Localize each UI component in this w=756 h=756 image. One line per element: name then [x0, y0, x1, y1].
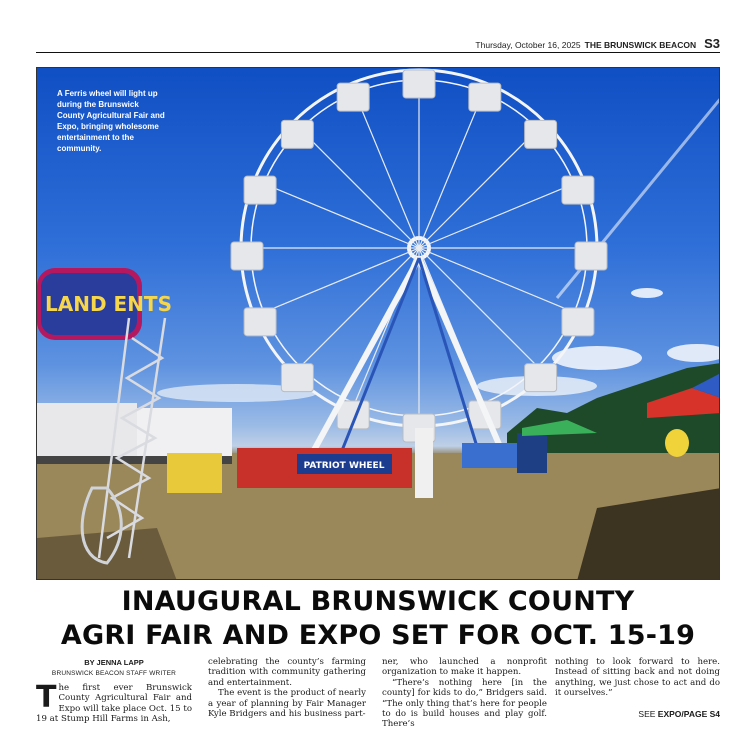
jump-prefix: SEE	[638, 708, 656, 719]
ferris-wheel-photo	[36, 67, 720, 580]
article-paragraph: celebrating the county’s farming tradition with community gathering and entertainment.	[208, 657, 366, 688]
arch-sign: LAND ENTS	[45, 292, 172, 316]
gondola	[562, 176, 594, 204]
ride-sign: PATRIOT WHEEL	[303, 461, 385, 471]
header-rule	[36, 52, 720, 53]
photo-caption: A Ferris wheel will light up during the Brunswick County Agricultural Fair and Expo, bringing wholesome entertainment to the community.	[57, 89, 165, 153]
drop-cap: T	[36, 679, 57, 715]
article-column-2	[208, 657, 366, 719]
gondola	[281, 364, 313, 392]
issue-date: Thursday, October 16, 2025	[475, 40, 581, 50]
headline-line-1: INAUGURAL BRUNSWICK COUNTY	[121, 586, 635, 617]
page-folio	[475, 36, 720, 51]
gondola	[525, 120, 557, 148]
byline-title: BRUNSWICK BEACON STAFF WRITER	[51, 670, 177, 678]
gondola	[469, 83, 501, 111]
page-number: S3	[704, 36, 720, 51]
gondola	[244, 308, 276, 336]
newspaper-name: THE BRUNSWICK BEACON	[584, 40, 697, 50]
gondola	[337, 83, 369, 111]
article-column-4	[555, 657, 720, 719]
jump-target[interactable]: EXPO/PAGE S4	[657, 708, 720, 719]
gondola	[575, 242, 607, 270]
article-paragraph: he first ever Brunswick County Agricultural Fair and Expo will take place Oct. 15 to 19 at Stump Hill Farms in Ash,	[36, 682, 193, 725]
gondola	[244, 176, 276, 204]
gondola	[403, 70, 435, 98]
jump-line[interactable]	[555, 709, 720, 719]
article-column-3	[382, 657, 547, 730]
article-paragraph: ner, who launched a nonprofit organization to make it happen.	[382, 657, 547, 678]
gondola	[562, 308, 594, 336]
gondola	[281, 120, 313, 148]
article-paragraph: The event is the product of nearly a year of planning by Fair Manager Kyle Bridgers and his business part-	[208, 688, 366, 720]
gondola	[525, 364, 557, 392]
gondola	[231, 242, 263, 270]
article-paragraph: nothing to look forward to here. Instead of sitting back and not doing anything, we just chose to act and do it ourselves.”	[555, 657, 720, 699]
headline-line-2: AGRI FAIR AND EXPO SET FOR OCT. 15-19	[60, 620, 696, 651]
article-paragraph: “There’s nothing here [in the county] for kids to do,” Bridgers said. “The only thing that’s here for people to do is build houses and play golf. There’s	[382, 677, 547, 730]
byline: BY JENNA LAPP	[84, 658, 144, 667]
article-column-1	[36, 657, 192, 724]
